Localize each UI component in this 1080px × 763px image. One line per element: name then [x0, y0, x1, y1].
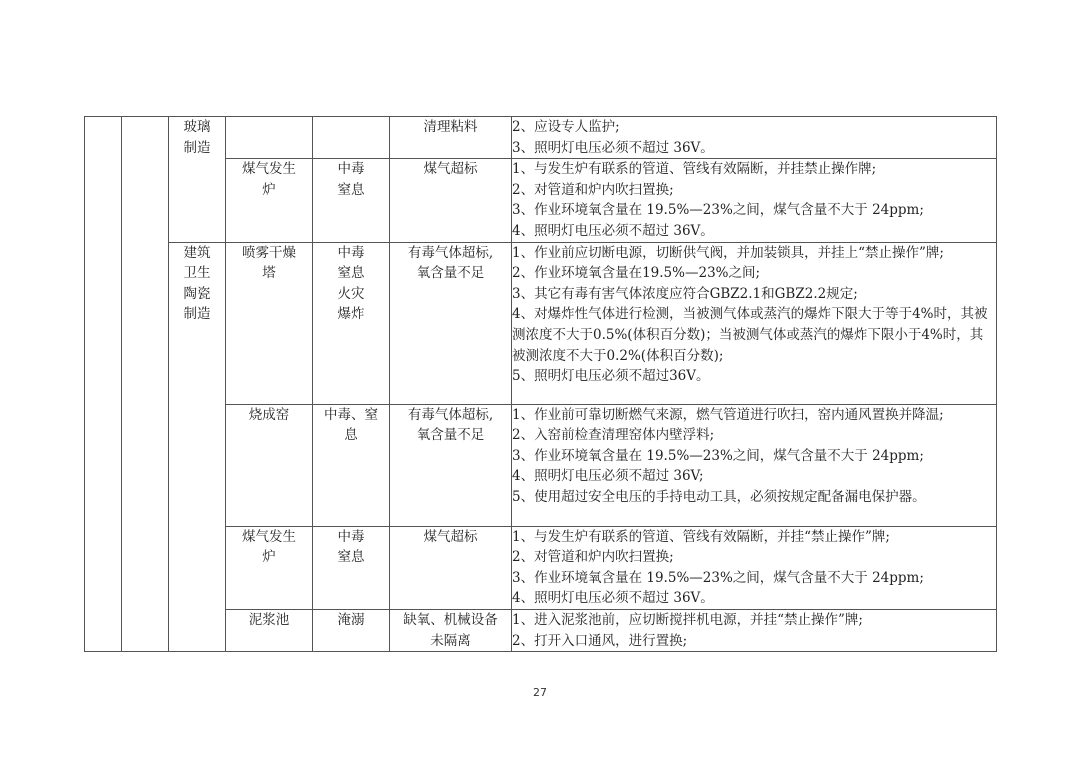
measure-line: 2、作业环境氧含量在19.5%—23%之间;: [512, 265, 761, 282]
cause-label: 煤气超标: [423, 528, 478, 545]
blank-col-2: [122, 117, 169, 652]
hazard-cell: [313, 242, 390, 404]
hazard-cell: [313, 404, 390, 526]
place-cell: [226, 526, 313, 609]
cause-cell: [390, 404, 512, 526]
blank-col-1: [85, 117, 122, 652]
hazard-label: 中毒、窒 息: [324, 406, 378, 444]
measure-line: 5、使用超过安全电压的手持电动工具，必须按规定配备漏电保护器。: [512, 488, 926, 505]
cause-cell: [390, 609, 512, 651]
place-label: 煤气发生 炉: [242, 528, 296, 566]
measure-line: 1、与发生炉有联系的管道、管线有效隔断，并挂禁止操作牌;: [512, 161, 877, 178]
industry-cell: [169, 117, 226, 243]
hazard-table: [84, 116, 997, 652]
measures-cell: [512, 117, 997, 159]
place-label: 煤气发生 炉: [242, 161, 296, 198]
hazard-label: 中毒 窒息 火灾 爆炸: [337, 244, 365, 323]
cause-label: 有毒气体超标, 氧含量不足: [407, 244, 494, 282]
cause-label: 有毒气体超标, 氧含量不足: [407, 406, 494, 444]
measure-line: 2、应设专人监护;: [512, 119, 620, 135]
measure-line: 3、作业环境氧含量在 19.5%—23%之间，煤气含量不大于 24ppm;: [512, 569, 924, 586]
hazard-cell: [313, 609, 390, 651]
hazard-label: 中毒 窒息: [337, 528, 365, 566]
measure-line: 1、与发生炉有联系的管道、管线有效隔断，并挂“禁止操作”牌;: [512, 528, 890, 545]
measure-line: 3、其它有毒有害气体浓度应符合GBZ2.1和GBZ2.2规定;: [512, 285, 858, 302]
measures-cell: [512, 526, 997, 609]
place-cell: [226, 609, 313, 651]
measure-line: 2、打开入口通风，进行置换;: [512, 632, 688, 649]
hazard-label: 淹溺: [337, 611, 365, 628]
industry-label: 建筑 卫生 陶瓷 制造: [183, 244, 211, 323]
hazard-cell: [313, 159, 390, 242]
measure-line: 4、照明灯电压必须不超过 36V。: [512, 222, 714, 239]
industry-label: 玻璃 制造: [183, 119, 211, 156]
place-cell: [226, 242, 313, 404]
place-cell: [226, 117, 313, 159]
cause-cell: [390, 117, 512, 159]
place-label: 喷雾干燥 塔: [242, 244, 296, 282]
measure-line: 1、作业前应切断电源，切断供气阀，并加装锁具，并挂上“禁止操作”牌;: [512, 244, 944, 261]
cause-label: 清理粘料: [423, 119, 478, 135]
measure-line: 1、进入泥浆池前，应切断搅拌机电源，并挂“禁止操作”牌;: [512, 611, 863, 628]
measure-line: 5、照明灯电压必须不超过36V。: [512, 368, 710, 385]
place-label: 烧成窑: [248, 406, 290, 423]
measure-line: 3、照明灯电压必须不超过 36V。: [512, 139, 714, 156]
measures-cell: [512, 609, 997, 651]
measure-line: 4、照明灯电压必须不超过 36V;: [512, 468, 704, 485]
measure-line: 3、作业环境氧含量在 19.5%—23%之间，煤气含量不大于 24ppm;: [512, 447, 924, 464]
measure-line: 4、照明灯电压必须不超过 36V。: [512, 590, 714, 607]
measure-line: 3、作业环境氧含量在 19.5%—23%之间，煤气含量不大于 24ppm;: [512, 202, 924, 219]
measure-line: 2、对管道和炉内吹扫置换;: [512, 549, 674, 566]
measures-cell: [512, 159, 997, 242]
hazard-label: 中毒 窒息: [337, 161, 365, 198]
place-label: 泥浆池: [248, 611, 290, 628]
industry-cell: [169, 242, 226, 652]
measure-line: 4、对爆炸性气体进行检测，当被测气体或蒸汽的爆炸下限大于等于4%时，其被测浓度不大于0.5%(体积百分数)；当被测气体或蒸汽的爆炸下限小于4%时，其被测浓度不大于0.2%(体积百分数);: [512, 306, 988, 364]
cause-cell: [390, 526, 512, 609]
place-cell: [226, 404, 313, 526]
hazard-cell: [313, 117, 390, 159]
hazard-cell: [313, 526, 390, 609]
cause-cell: [390, 242, 512, 404]
measure-line: 1、作业前可靠切断燃气来源，燃气管道进行吹扫，窑内通风置换并降温;: [512, 406, 944, 423]
measure-line: 2、入窑前检查清理窑体内壁浮料;: [512, 427, 715, 444]
measure-line: 2、对管道和炉内吹扫置换;: [512, 181, 674, 198]
place-cell: [226, 159, 313, 242]
measures-cell: [512, 242, 997, 404]
cause-label: 缺氧、机械设备 未隔离: [403, 611, 498, 649]
cause-label: 煤气超标: [423, 161, 478, 178]
cause-cell: [390, 159, 512, 242]
measures-cell: [512, 404, 997, 526]
page-number: 27: [533, 686, 547, 699]
